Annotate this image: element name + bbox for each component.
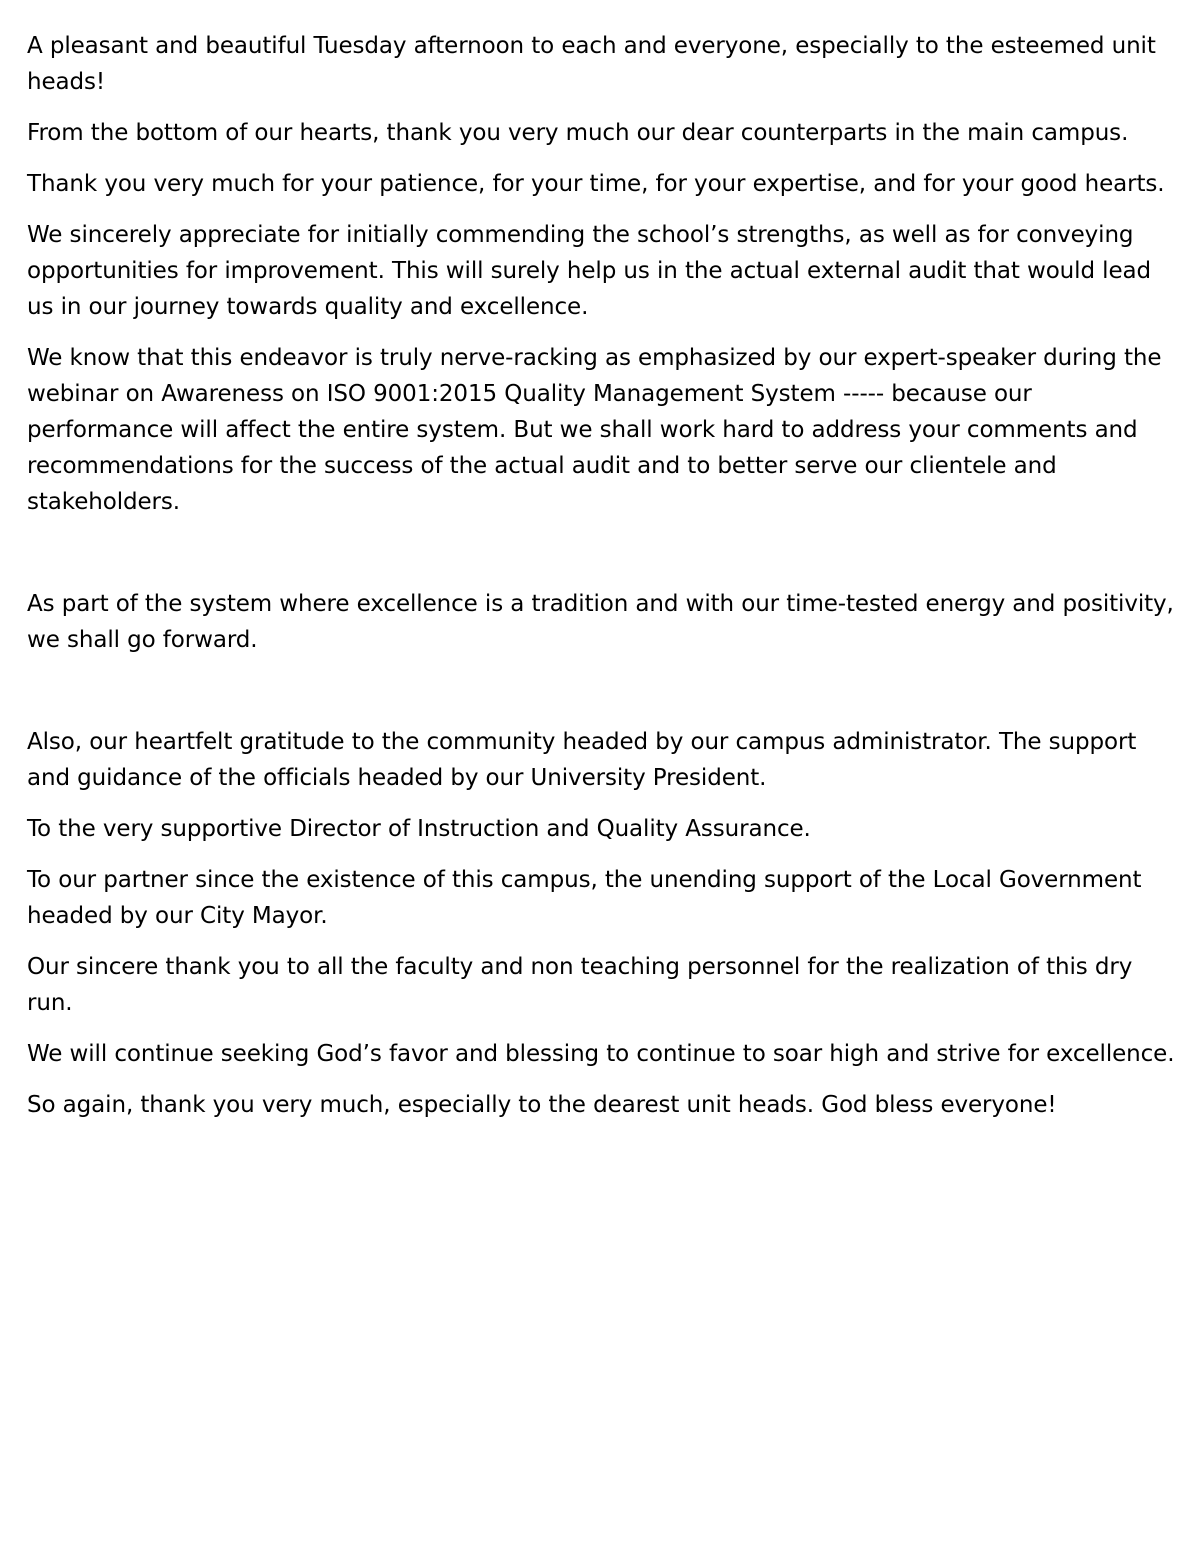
paragraph-thanks-counterparts: From the bottom of our hearts, thank you very much our dear counterparts in the main campus. — [27, 120, 1129, 146]
paragraph-director: To the very supportive Director of Instruction and Quality Assurance. — [27, 816, 811, 842]
paragraph-gratitude-community: Also, our heartfelt gratitude to the community headed by our campus administrator. The support and guidance of the officials headed by our University President. — [27, 729, 1137, 791]
paragraph-endeavor: We know that this endeavor is truly nerve-racking as emphasized by our expert-speaker during the webinar on Awareness on ISO 9001:2015 Quality Management System ----- because our performance will affect the entire system. But we shall work hard to address your comments and recommendations for the success of the actual audit and to better serve our clientele and stakeholders. — [27, 345, 1162, 515]
paragraph-go-forward: As part of the system where excellence is a tradition and with our time-tested energy and positivity, we shall go forward. — [27, 591, 1174, 653]
paragraph-appreciation: We sincerely appreciate for initially commending the school’s strengths, as well as for conveying opportunities for improvement. This will surely help us in the actual external audit that would lead us in our journey towards quality and excellence. — [27, 222, 1151, 320]
paragraph-greeting: A pleasant and beautiful Tuesday afternoon to each and everyone, especially to the esteemed unit heads! — [27, 33, 1156, 95]
paragraph-faculty: Our sincere thank you to all the faculty and non teaching personnel for the realization of this dry run. — [27, 954, 1133, 1016]
paragraph-thanks-patience: Thank you very much for your patience, for your time, for your expertise, and for your good hearts. — [27, 171, 1165, 197]
paragraph-blessing: We will continue seeking God’s favor and blessing to continue to soar high and strive for excellence. — [27, 1041, 1175, 1067]
paragraph-local-government: To our partner since the existence of this campus, the unending support of the Local Government headed by our City Mayor. — [27, 867, 1142, 929]
document-page — [27, 28, 1177, 1138]
paragraph-closing: So again, thank you very much, especially to the dearest unit heads. God bless everyone! — [27, 1092, 1057, 1118]
